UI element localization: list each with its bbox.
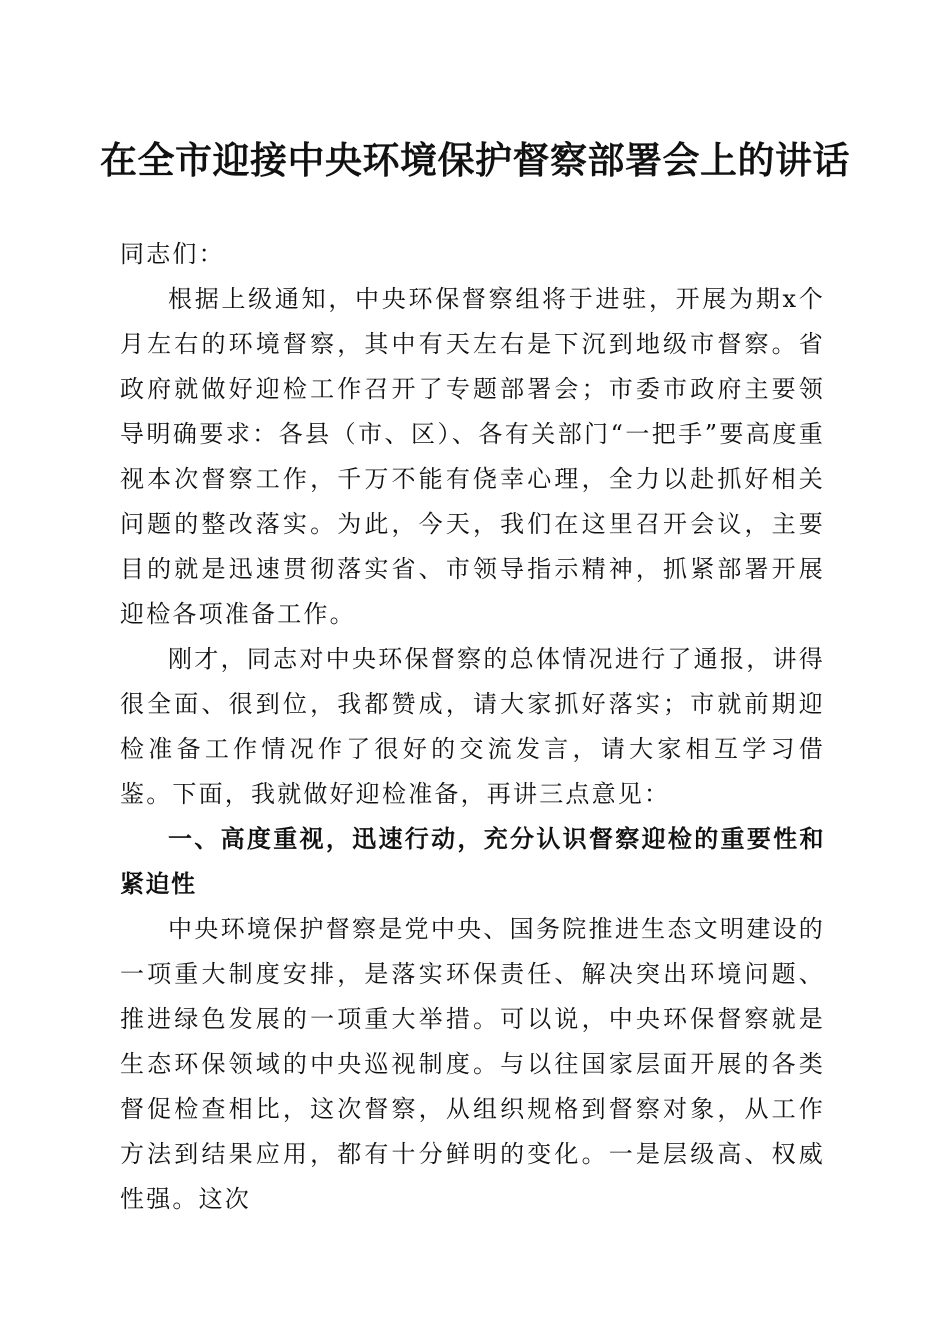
document-title: 在全市迎接中央环境保护督察部署会上的讲话 <box>100 139 850 182</box>
paragraph-1: 根据上级通知，中央环保督察组将于进驻，开展为期x个月左右的环境督察，其中有天左右是下沉到地级市督察。省政府就做好迎检工作召开了专题部署会；市委市政府主要领导明确要求：各县（市、区）、各有关部门“一把手”要高度重视本次督察工作，千万不能有侥幸心理，全力以赴抓好相关问题的整改落实。为此，今天，我们在这里召开会议，主要目的就是迅速贯彻落实省、市领导指示精神，抓紧部署开展迎检各项准备工作。 <box>120 285 825 628</box>
section-1-paragraph: 中央环境保护督察是党中央、国务院推进生态文明建设的一项重大制度安排，是落实环保责任、解决突出环境问题、推进绿色发展的一项重大举措。可以说，中央环保督察就是生态环保领域的中央巡视制度。与以往国家层面开展的各类督促检查相比，这次督察，从组织规格到督察对象，从工作方法到结果应用，都有十分鲜明的变化。一是层级高、权威性强。这次 <box>120 915 825 1213</box>
section-heading-1: 一、高度重视，迅速行动，充分认识督察迎检的重要性和紧迫性 <box>120 825 825 898</box>
document-body <box>120 232 825 1222</box>
paragraph-2: 刚才，同志对中央环保督察的总体情况进行了通报，讲得很全面、很到位，我都赞成，请大家抓好落实；市就前期迎检准备工作情况作了很好的交流发言，请大家相互学习借鉴。下面，我就做好迎检准备，再讲三点意见： <box>120 645 825 808</box>
salutation: 同志们： <box>120 240 225 268</box>
